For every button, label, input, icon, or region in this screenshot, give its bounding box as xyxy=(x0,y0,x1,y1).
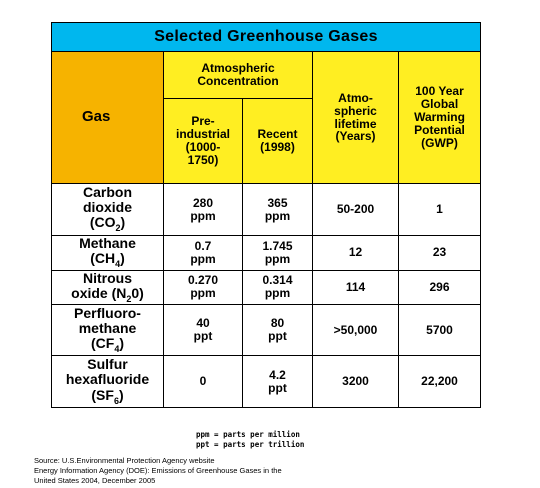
preindustrial-header xyxy=(164,99,243,184)
source-line: Energy Information Agency (DOE): Emissions of Greenhouse Gases in the xyxy=(34,466,282,475)
formula-base: (CH xyxy=(90,250,116,267)
gas-name-line: Perfluoro- xyxy=(74,304,141,321)
header-line: 100 Year xyxy=(415,84,464,99)
gwp-cell: 5700 xyxy=(399,305,481,356)
value: 4.2 xyxy=(269,367,286,382)
header-line: Atmo- xyxy=(338,90,373,105)
recent-cell xyxy=(243,236,313,271)
gas-name-cell xyxy=(52,270,164,305)
header-line: (1000- xyxy=(185,140,221,154)
gas-formula xyxy=(54,215,161,234)
gas-name-line: dioxide xyxy=(82,199,132,216)
recent-cell xyxy=(243,305,313,356)
gas-name-line: Methane xyxy=(79,235,136,251)
formula-tail: ) xyxy=(119,335,124,352)
value: 0.270 xyxy=(187,273,219,288)
table-row xyxy=(52,184,481,236)
header-line: spheric xyxy=(334,103,377,118)
header-line: industrial xyxy=(175,127,230,142)
gas-name-line: methane xyxy=(78,319,137,336)
preindustrial-cell xyxy=(164,305,243,356)
value: 0.7 xyxy=(194,238,212,253)
formula-subscript: 4 xyxy=(115,258,121,269)
value: 40 xyxy=(196,316,210,331)
legend-line: ppm = parts per million xyxy=(196,430,300,439)
legend-line: ppt = parts per trillion xyxy=(196,440,305,449)
header-line: lifetime xyxy=(334,116,377,131)
gas-name-line: Nitrous xyxy=(83,270,132,286)
preindustrial-cell xyxy=(164,356,243,408)
header-line: Recent xyxy=(257,127,298,142)
table-row xyxy=(52,356,481,408)
gas-name-cell xyxy=(52,356,164,408)
formula-subscript: 6 xyxy=(113,395,119,406)
gwp-cell: 22,200 xyxy=(399,356,481,408)
unit: ppm xyxy=(190,286,216,301)
greenhouse-gases-table xyxy=(51,22,481,408)
table-row xyxy=(52,236,481,271)
gas-name-line: Sulfur xyxy=(87,356,128,373)
gwp-header xyxy=(399,52,481,184)
preindustrial-cell xyxy=(164,184,243,236)
header-line: Pre- xyxy=(191,114,215,129)
lifetime-cell: 50-200 xyxy=(313,184,399,236)
unit: ppm xyxy=(264,208,291,223)
gwp-cell: 296 xyxy=(399,270,481,305)
units-legend xyxy=(196,430,304,450)
lifetime-cell: 12 xyxy=(313,236,399,271)
gas-name-line: hexafluoride xyxy=(65,371,150,388)
gas-name-cell xyxy=(52,236,164,271)
unit: ppm xyxy=(264,251,291,266)
formula-base: (CF xyxy=(90,335,115,352)
lifetime-cell: 3200 xyxy=(313,356,399,408)
value: 1.745 xyxy=(262,238,293,253)
header-line: Warming xyxy=(414,110,465,125)
header-line: 1750) xyxy=(187,152,219,167)
gwp-cell: 1 xyxy=(399,184,481,236)
preindustrial-cell xyxy=(164,236,243,271)
recent-cell xyxy=(243,270,313,305)
header-line: Atmospheric xyxy=(201,61,275,76)
unit: ppm xyxy=(264,286,291,301)
lifetime-cell: 114 xyxy=(313,270,399,305)
formula-tail: ) xyxy=(120,214,126,231)
table-title: Selected Greenhouse Gases xyxy=(52,23,481,52)
formula-tail: ) xyxy=(118,386,124,403)
value: 280 xyxy=(192,195,214,210)
recent-cell xyxy=(243,184,313,236)
formula-subscript: 4 xyxy=(114,343,120,354)
gas-formula xyxy=(54,251,161,270)
formula-tail: 0) xyxy=(131,284,144,301)
formula-base: (CO xyxy=(89,214,116,231)
header-line: Global xyxy=(420,97,459,112)
unit: ppt xyxy=(268,329,287,344)
gas-formula xyxy=(54,286,161,305)
header-line: (1998) xyxy=(260,140,295,154)
gas-column-header: Gas xyxy=(52,52,164,184)
formula-subscript: 2 xyxy=(126,293,132,304)
recent-cell xyxy=(243,356,313,408)
unit: ppm xyxy=(190,208,216,223)
formula-base: (SF xyxy=(91,386,114,403)
lifetime-header xyxy=(313,52,399,184)
source-note xyxy=(34,456,282,486)
header-line: (GWP) xyxy=(421,135,458,150)
source-line: United States 2004, December 2005 xyxy=(34,476,156,485)
value: 365 xyxy=(267,195,288,210)
header-line: (Years) xyxy=(335,129,376,144)
value: 80 xyxy=(270,316,285,331)
recent-header xyxy=(243,99,313,184)
lifetime-cell: >50,000 xyxy=(313,305,399,356)
source-line: Source: U.S.Environmental Protection Agency website xyxy=(34,456,215,465)
value: 0 xyxy=(199,374,207,389)
value: 0.314 xyxy=(262,273,293,288)
formula-subscript: 2 xyxy=(115,223,121,234)
table-row xyxy=(52,305,481,356)
unit: ppt xyxy=(268,380,287,395)
gas-formula xyxy=(54,336,161,355)
gas-name-line: Carbon xyxy=(83,184,132,201)
gas-name-cell xyxy=(52,184,164,236)
gas-name-cell xyxy=(52,305,164,356)
gwp-cell: 23 xyxy=(399,236,481,271)
header-line: Concentration xyxy=(197,74,279,88)
unit: ppm xyxy=(190,251,216,266)
formula-base: oxide (N xyxy=(71,284,127,301)
formula-tail: ) xyxy=(120,250,125,267)
preindustrial-cell xyxy=(164,270,243,305)
atmospheric-concentration-header xyxy=(164,52,313,99)
unit: ppt xyxy=(193,329,213,344)
header-line: Potential xyxy=(414,122,465,137)
gas-formula xyxy=(54,388,161,407)
table-row xyxy=(52,270,481,305)
